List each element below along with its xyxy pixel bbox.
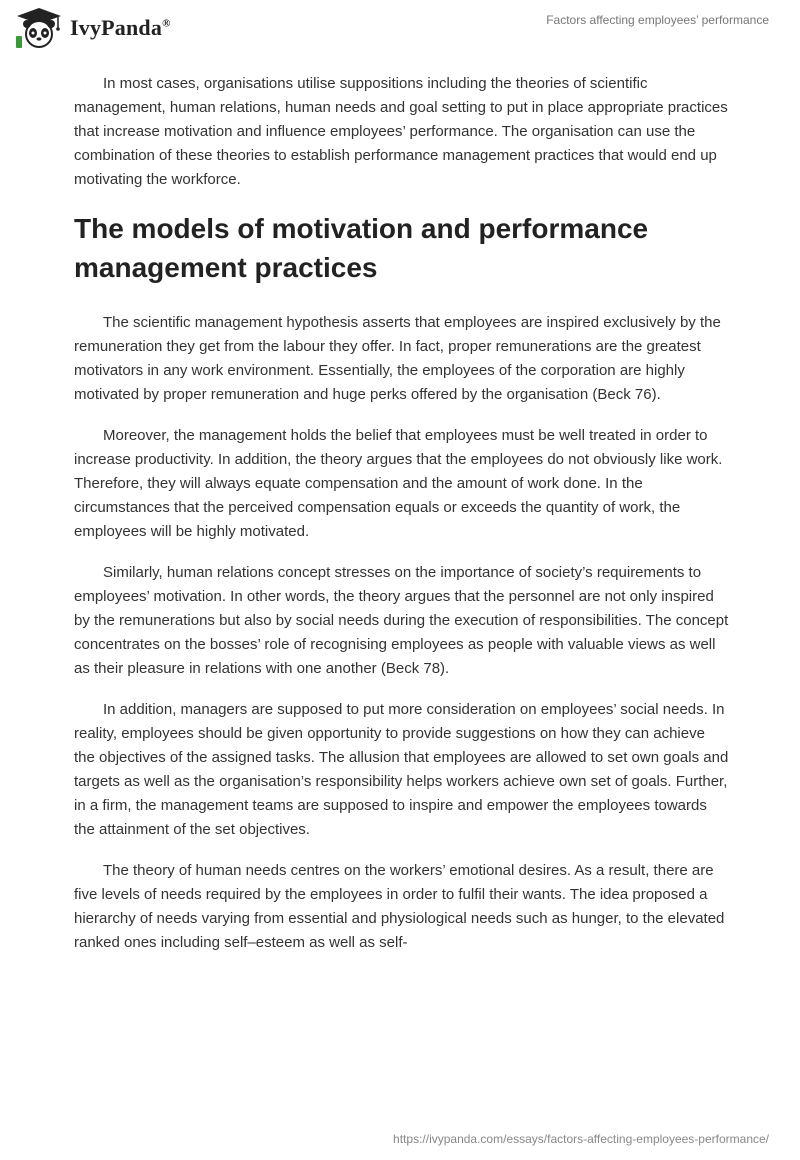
panda-graduate-icon bbox=[14, 6, 64, 50]
paragraph: The scientific management hypothesis asserts that employees are inspired exclusively by the remuneration they get from the labour they offer. In fact, proper remunerations are the greatest motivators in any work environment. Essentially, the employees of the corporation are highly motivated by proper remuneration and huge perks offered by the organisation (Beck 76). bbox=[74, 314, 721, 403]
logo[interactable] bbox=[14, 6, 171, 50]
logo-text: IvyPanda® bbox=[70, 15, 171, 40]
essay-content bbox=[74, 72, 729, 972]
paragraph: Similarly, human relations concept stresses on the importance of society’s requirements to employees’ motivation. In other words, the theory argues that the personnel are not only inspired by the remunerations but also by social needs during the execution of responsibilities. The concept concentrates on the bosses’ role of recognising employees as people with valuable views as well as their pleasure in relations with one another (Beck 78). bbox=[74, 564, 729, 677]
section-heading: The models of motivation and performance management practices bbox=[74, 213, 649, 283]
paragraph: The theory of human needs centres on the workers’ emotional desires. As a result, there are five levels of needs required by the employees in order to fulfil their wants. The idea proposed a hierarchy of needs varying from essential and physiological needs such as hunger, to the elevated ranked ones including self–esteem as well as self- bbox=[74, 862, 725, 951]
paragraph: In most cases, organisations utilise suppositions including the theories of scientific management, human relations, human needs and goal setting to put in place appropriate practices that increase motivation and influence employees’ performance. The organisation can use the combination of these theories to establish performance management practices that would end up motivating the workforce. bbox=[74, 75, 728, 188]
page-header-title: Factors affecting employees’ performance bbox=[546, 13, 769, 27]
source-url-link[interactable]: https://ivypanda.com/essays/factors-affecting-employees-performance/ bbox=[393, 1132, 769, 1146]
paragraph: In addition, managers are supposed to put more consideration on employees’ social needs. In reality, employees should be given opportunity to provide suggestions on how they can achieve the objectives of the assigned tasks. The allusion that employees are allowed to set own goals and targets as well as the organisation’s responsibility helps workers achieve own set of goals. Further, in a firm, the management teams are supposed to inspire and empower the employees towards the attainment of the set objectives. bbox=[74, 701, 729, 838]
paragraph: Moreover, the management holds the belief that employees must be well treated in order to increase productivity. In addition, the theory argues that the employees do not obviously like work. Therefore, they will always equate compensation and the amount of work done. In the circumstances that the perceived compensation equals or exceeds the quantity of work, the employees will be highly motivated. bbox=[74, 427, 723, 540]
